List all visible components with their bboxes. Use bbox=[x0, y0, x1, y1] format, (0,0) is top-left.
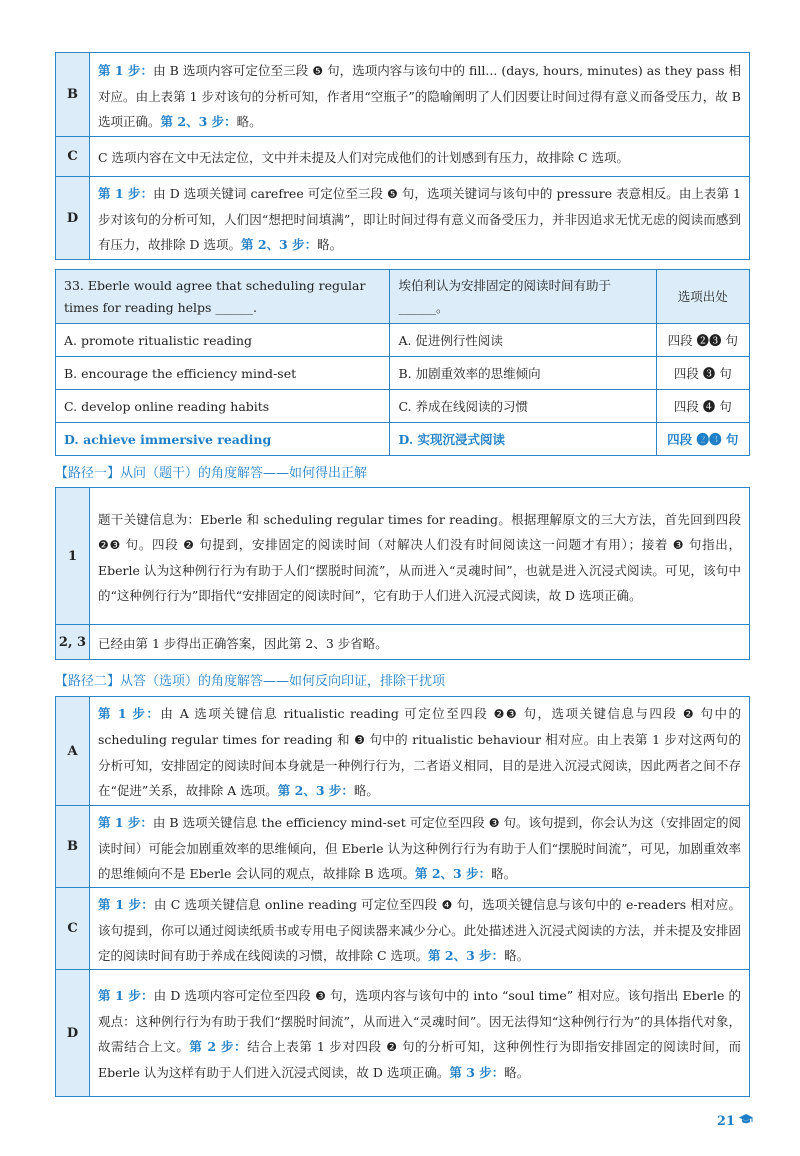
step-label: 第 2、3 步： bbox=[160, 113, 237, 129]
text-run: 句。四段 bbox=[120, 536, 184, 552]
sentence-number: ❷❸ bbox=[98, 537, 121, 552]
option-cn: C. 养成在线阅读的习惯 bbox=[390, 390, 656, 423]
option-row bbox=[56, 324, 750, 357]
option-en: B. encourage the efficiency mind-set bbox=[56, 357, 390, 390]
page-number-text: 21 bbox=[716, 1113, 735, 1129]
row-label: D bbox=[56, 177, 90, 259]
option-cn: D. 实现沉浸式阅读 bbox=[390, 423, 656, 456]
text-run: 由 B 选项内容可定位至三段 bbox=[153, 62, 313, 78]
text-run: 由 C 选项关键信息 online reading 可定位至四段 bbox=[153, 896, 442, 912]
row-text bbox=[90, 888, 749, 969]
step-label: 第 3 步： bbox=[449, 1065, 505, 1080]
row-text bbox=[90, 137, 749, 176]
table-row bbox=[56, 53, 749, 137]
option-location: 四段 ❷❸ 句 bbox=[656, 423, 749, 456]
option-location: 四段 ❷❸ 句 bbox=[656, 324, 749, 357]
step-label: 第 1 步： bbox=[98, 896, 154, 912]
row-text bbox=[90, 970, 749, 1096]
paragraph bbox=[98, 983, 741, 1085]
text-run: 句中的 ritualistic behaviour 相对应。由上表第 1 步对这两句的分析可知，安排固定的阅读时间本身就是一种例行行为，二者语义相同，目的是进入沉浸式阅读，因此两者之间不存在“促进”关系，故排除 A 选项。 bbox=[98, 732, 741, 798]
option-cn: A. 促进例行性阅读 bbox=[390, 324, 656, 357]
text-run: 略。 bbox=[491, 865, 517, 881]
row-label: C bbox=[56, 888, 90, 969]
text-run: 已经由第 1 步得出正确答案，因此第 2、3 步省略。 bbox=[98, 635, 388, 651]
sentence-number: ❸ bbox=[354, 733, 366, 747]
text-run: 略。 bbox=[504, 1065, 530, 1080]
route1-table bbox=[55, 487, 750, 660]
text-run: 句，选项内容与该句中的 into “soul time” 相对应。该句指出 Eberle 的观点：这种例行行为有助于我们“摆脱时间流”，从而进入“灵魂时间”。因无法得知“这种例行行为”的具体指代对象，故需结合上文。 bbox=[98, 988, 741, 1054]
text-run: 结合上表第 1 步对四段 bbox=[247, 1039, 387, 1054]
option-en: A. promote ritualistic reading bbox=[56, 324, 390, 357]
row-label: B bbox=[56, 806, 90, 887]
text-run: 由 D 选项内容可定位至四段 bbox=[153, 988, 316, 1003]
table-row bbox=[56, 488, 749, 625]
option-location-header: 选项出处 bbox=[656, 270, 749, 324]
sentence-number: ❹ bbox=[441, 897, 453, 912]
row-label: D bbox=[56, 970, 90, 1096]
option-location: 四段 ❹ 句 bbox=[656, 390, 749, 423]
row-label: 1 bbox=[56, 488, 90, 624]
row-text bbox=[90, 53, 749, 136]
text-run: 略。 bbox=[236, 113, 262, 129]
text-run: 略。 bbox=[504, 947, 530, 963]
step-label: 第 1 步： bbox=[98, 988, 154, 1003]
sentence-number: ❸ bbox=[488, 815, 500, 830]
sentence-number: ❺ bbox=[312, 63, 324, 78]
row-text bbox=[90, 488, 749, 624]
sentence-number: ❸ bbox=[315, 989, 326, 1003]
route2-table bbox=[55, 696, 750, 1097]
table-row bbox=[56, 888, 749, 970]
table-row bbox=[56, 806, 749, 888]
text-run: C 选项内容在文中无法定位，文中并未提及人们对完成他们的计划感到有压力，故排除 C 选项。 bbox=[98, 150, 630, 165]
top-analysis-table bbox=[55, 52, 750, 260]
text-run: 由 B 选项关键信息 the efficiency mind-set 可定位至四段 bbox=[152, 814, 489, 830]
row-text bbox=[90, 806, 749, 887]
paragraph bbox=[98, 701, 741, 803]
text-run: 句。该句提到，你会认为这（安排固定的阅读时间）可能会加剧重效率的思维倾向，但 Eberle 认为这种例行行为有助于人们“摆脱时间流”，可见，加剧重效率的思维倾向不是 Eberle 会认同的观点，故排除 B 选项。 bbox=[98, 814, 741, 881]
option-en: D. achieve immersive reading bbox=[56, 423, 390, 456]
text-run: 题干关键信息为：Eberle 和 scheduling regular times for reading。根据理解原文的三大方法，首先回到四段 bbox=[98, 511, 741, 527]
text-run: 句的分析可知，这种例性行为即指安排固定的阅读时间，而 Eberle 认为这样有助于人们进入沉浸式阅读，故 D 选项正确。 bbox=[98, 1039, 741, 1080]
option-en: C. develop online reading habits bbox=[56, 390, 390, 423]
paragraph bbox=[98, 145, 741, 170]
option-location: 四段 ❸ 句 bbox=[656, 357, 749, 390]
step-label: 第 2 步： bbox=[189, 1039, 248, 1054]
step-label: 第 1 步： bbox=[98, 186, 154, 201]
route2-title: 【路径二】从答（选项）的角度解答——如何反向印证，排除干扰项 bbox=[55, 674, 446, 689]
text-run: 句，选项关键信息与四段 bbox=[518, 706, 683, 721]
table-row bbox=[56, 137, 749, 177]
sentence-number: ❸ bbox=[672, 537, 685, 552]
text-run: 由 D 选项关键词 carefree 可定位至三段 bbox=[153, 186, 388, 201]
table-row bbox=[56, 970, 749, 1096]
paragraph bbox=[98, 58, 741, 134]
step-label: 第 2、3 步： bbox=[428, 947, 505, 963]
row-label: C bbox=[56, 137, 90, 176]
route1-title: 【路径一】从问（题干）的角度解答——如何得出正解 bbox=[55, 466, 368, 481]
text-run: 句，选项内容与该句中的 fill... (days, hours, minutes) as they pass 相对应。由上表第 1 步对该句的分析可知，作者用“空瓶子”的隐喻阐明了人们因要让时间过得有意义而备受压力，故 B 选项正确。 bbox=[98, 62, 742, 129]
question-header-row bbox=[56, 270, 750, 324]
question-table bbox=[55, 269, 750, 456]
step-label: 第 1 步： bbox=[98, 814, 153, 830]
question-en: 33. Eberle would agree that scheduling regular times for reading helps ______. bbox=[56, 270, 390, 324]
text-run: 由 A 选项关键信息 ritualistic reading 可定位至四段 bbox=[160, 706, 494, 721]
paragraph bbox=[98, 507, 741, 608]
row-label: 2, 3 bbox=[56, 625, 90, 659]
row-text bbox=[90, 697, 749, 805]
option-row bbox=[56, 357, 750, 390]
step-label: 第 2、3 步： bbox=[414, 865, 492, 881]
step-label: 第 1 步： bbox=[98, 62, 154, 78]
step-label: 第 2、3 步： bbox=[240, 237, 318, 252]
paragraph bbox=[98, 810, 741, 886]
paragraph bbox=[98, 181, 741, 257]
step-label: 第 2、3 步： bbox=[277, 783, 354, 798]
text-run: 句提到，安排固定的阅读时间（对解决人们没有时间阅读这一问题才有用）；接着 bbox=[194, 536, 673, 552]
table-row bbox=[56, 177, 749, 259]
text-run: 句，选项关键词与该句中的 pressure 表意相反。由上表第 1 步对该句的分析可知，人们因“想把时间填满”，即让时间过得有意义而备受压力，并非因追求无忧无虑的阅读而感到有压力，故排除 D 选项。 bbox=[98, 186, 741, 252]
sentence-number: ❷ bbox=[682, 707, 696, 721]
sentence-number: ❷ bbox=[183, 537, 195, 552]
text-run: 略。 bbox=[317, 237, 343, 252]
sentence-number: ❷❸ bbox=[493, 707, 519, 721]
text-run: 句指出，Eberle 认为这种例行行为有助于人们“摆脱时间流”，从而进入“灵魂时间”，也就是进入沉浸式阅读。可见，该句中的“这种例行行为”即指代“安排固定的阅读时间”，它有助于人们进入沉浸式阅读，故 D 选项正确。 bbox=[98, 536, 742, 603]
option-row bbox=[56, 390, 750, 423]
step-label: 第 1 步： bbox=[98, 706, 161, 721]
option-row-correct bbox=[56, 423, 750, 456]
text-run: 句，选项关键信息与该句中的 e-readers 相对应。该句提到，你可以通过阅读纸质书或专用电子阅读器来减少分心。此处描述进入沉浸式阅读的方法，并未提及安排固定的阅读时间有助于养成在线阅读的习惯，故排除 C 选项。 bbox=[98, 896, 741, 963]
table-row bbox=[56, 625, 749, 659]
page-number bbox=[717, 1113, 754, 1129]
option-cn: B. 加剧重效率的思维倾向 bbox=[390, 357, 656, 390]
sentence-number: ❷ bbox=[386, 1040, 398, 1054]
graduation-cap-icon bbox=[738, 1113, 754, 1129]
row-label: A bbox=[56, 697, 90, 805]
row-text bbox=[90, 625, 749, 659]
paragraph bbox=[98, 892, 741, 968]
paragraph bbox=[98, 631, 741, 656]
row-label: B bbox=[56, 53, 90, 136]
row-text bbox=[90, 177, 749, 259]
question-cn: 埃伯利认为安排固定的阅读时间有助于______。 bbox=[390, 270, 656, 324]
sentence-number: ❺ bbox=[387, 187, 398, 201]
text-run: 句中的 scheduling regular times for reading 和 bbox=[98, 706, 741, 747]
text-run: 略。 bbox=[353, 783, 379, 798]
table-row bbox=[56, 697, 749, 806]
